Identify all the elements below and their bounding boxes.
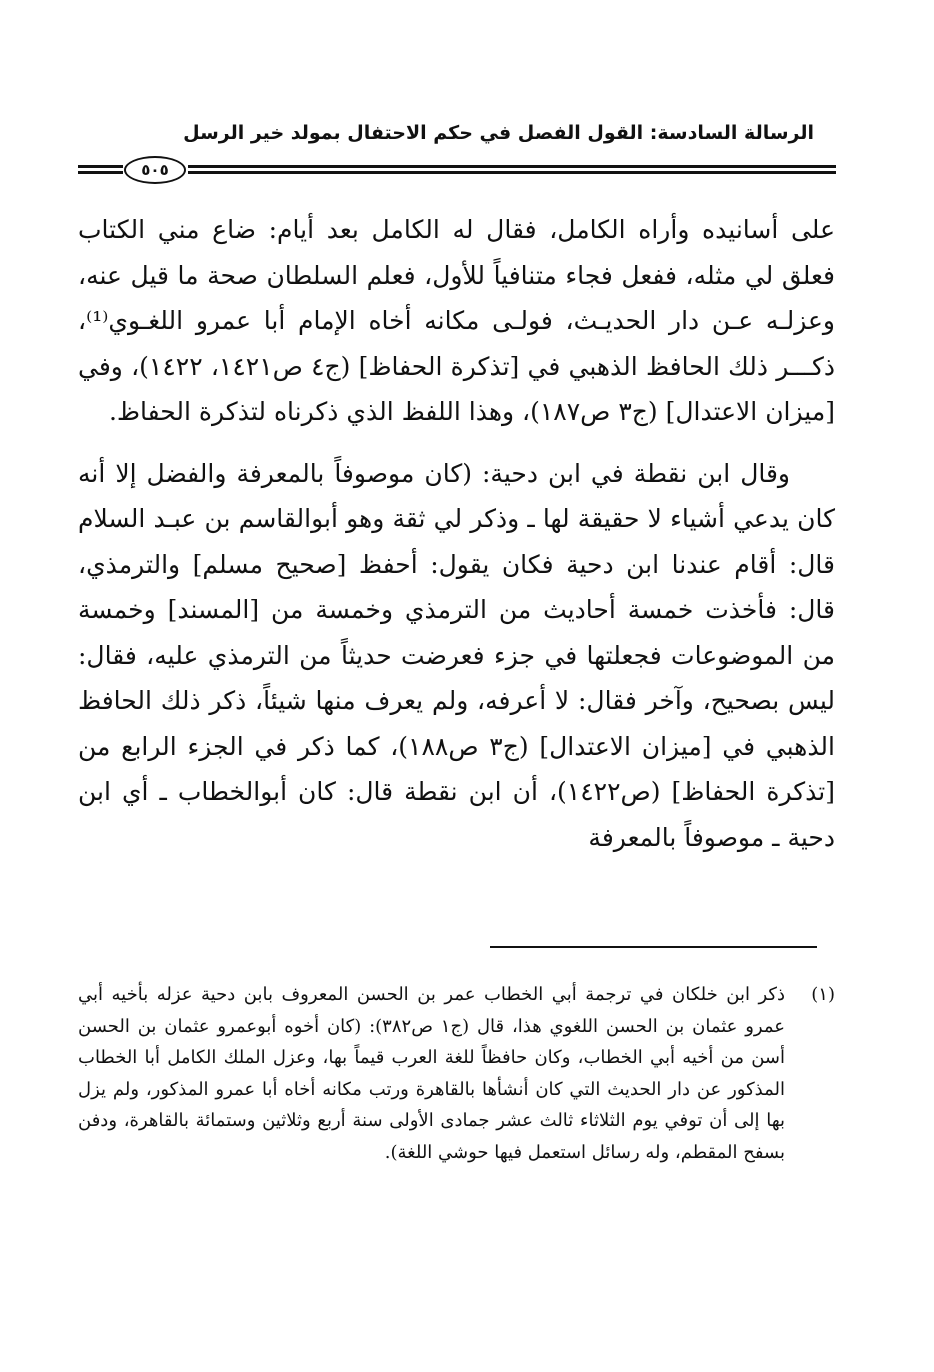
footnote-marker: (١)	[811, 984, 835, 1005]
running-title: الرسالة السادسة: القول الفصل في حكم الاحتفال بمولد خير الرسل	[183, 122, 814, 144]
footnote-separator	[490, 946, 817, 948]
header-rule	[78, 156, 836, 186]
main-text	[78, 207, 835, 860]
paragraph: على أسانيده وأراه الكامل، فقال له الكامل بعد أيام: ضاع مني الكتاب فعلق لي مثله، ففعل فجاء متنافياً للأول، فعلم السلطان صحة ما قيل عنه، وعزلـه عـن دار الحديـث، فولـى مكانه أخاه الإمام أبا عمرو اللغـوي⁽¹⁾، ذكـــر ذلك الحافظ الذهبي في [تذكرة الحفاظ] (ج٤ ص١٤٢١، ١٤٢٢)، وفي [ميزان الاعتدال] (ج٣ ص١٨٧)، وهذا اللفظ الذي ذكرناه لتذكرة الحفاظ.	[78, 215, 835, 426]
footnote	[78, 979, 835, 1168]
header-rule-left	[78, 165, 123, 168]
footnote-text: ذكر ابن خلكان في ترجمة أبي الخطاب عمر بن الحسن المعروف بابن دحية عزله بأخيه أبي عمرو عثمان بن الحسن اللغوي هذا، قال (ج١ ص٣٨٢): (كان أخوه أبوعمرو عثمان بن الحسن أسن من أخيه أبي الخطاب، وكان حافظاً للغة العرب قيماً بها، وعزل الملك الكامل أبا الخطاب المذكور عن دار الحديث التي كان أنشأها بالقاهرة ورتب مكانه أخاه أبا عمرو المذكور، ولم يزل بها إلى أن توفي يوم الثلاثاء ثالث عشر جمادى الأولى سنة أربع وثلاثين وستمائة بالقاهرة، ودفن بسفح المقطم، وله رسائل استعمل فيها حوشي اللغة).	[78, 984, 786, 1163]
paragraph: وقال ابن نقطة في ابن دحية: (كان موصوفاً بالمعرفة والفضل إلا أنه كان يدعي أشياء لا حقيقة لها ـ وذكر لي ثقة وهو أبوالقاسم بن عبـد السلام قال: أقام عندنا ابن دحية فكان يقول: أحفظ [صحيح مسلم] والترمذي، قال: فأخذت خمسة أحاديث من الترمذي وخمسة من [المسند] وخمسة من الموضوعات فجعلتها في جزء فعرضت حديثاً من الترمذي عليه، فقال: ليس بصحيح، وآخر فقال: لا أعرفه، ولم يعرف منها شيئاً، ذكر ذلك الحافظ الذهبي في [ميزان الاعتدال] (ج٣ ص١٨٨)، كما ذكر في الجزء الرابع من [تذكرة الحفاظ] (ص١٤٢٢)، أن ابن نقطة قال: كان أبوالخطاب ـ أي ابن دحية ـ موصوفاً بالمعرفة	[78, 458, 835, 852]
header-rule-right	[188, 165, 836, 168]
page-number: ٥٠٥	[124, 156, 186, 184]
